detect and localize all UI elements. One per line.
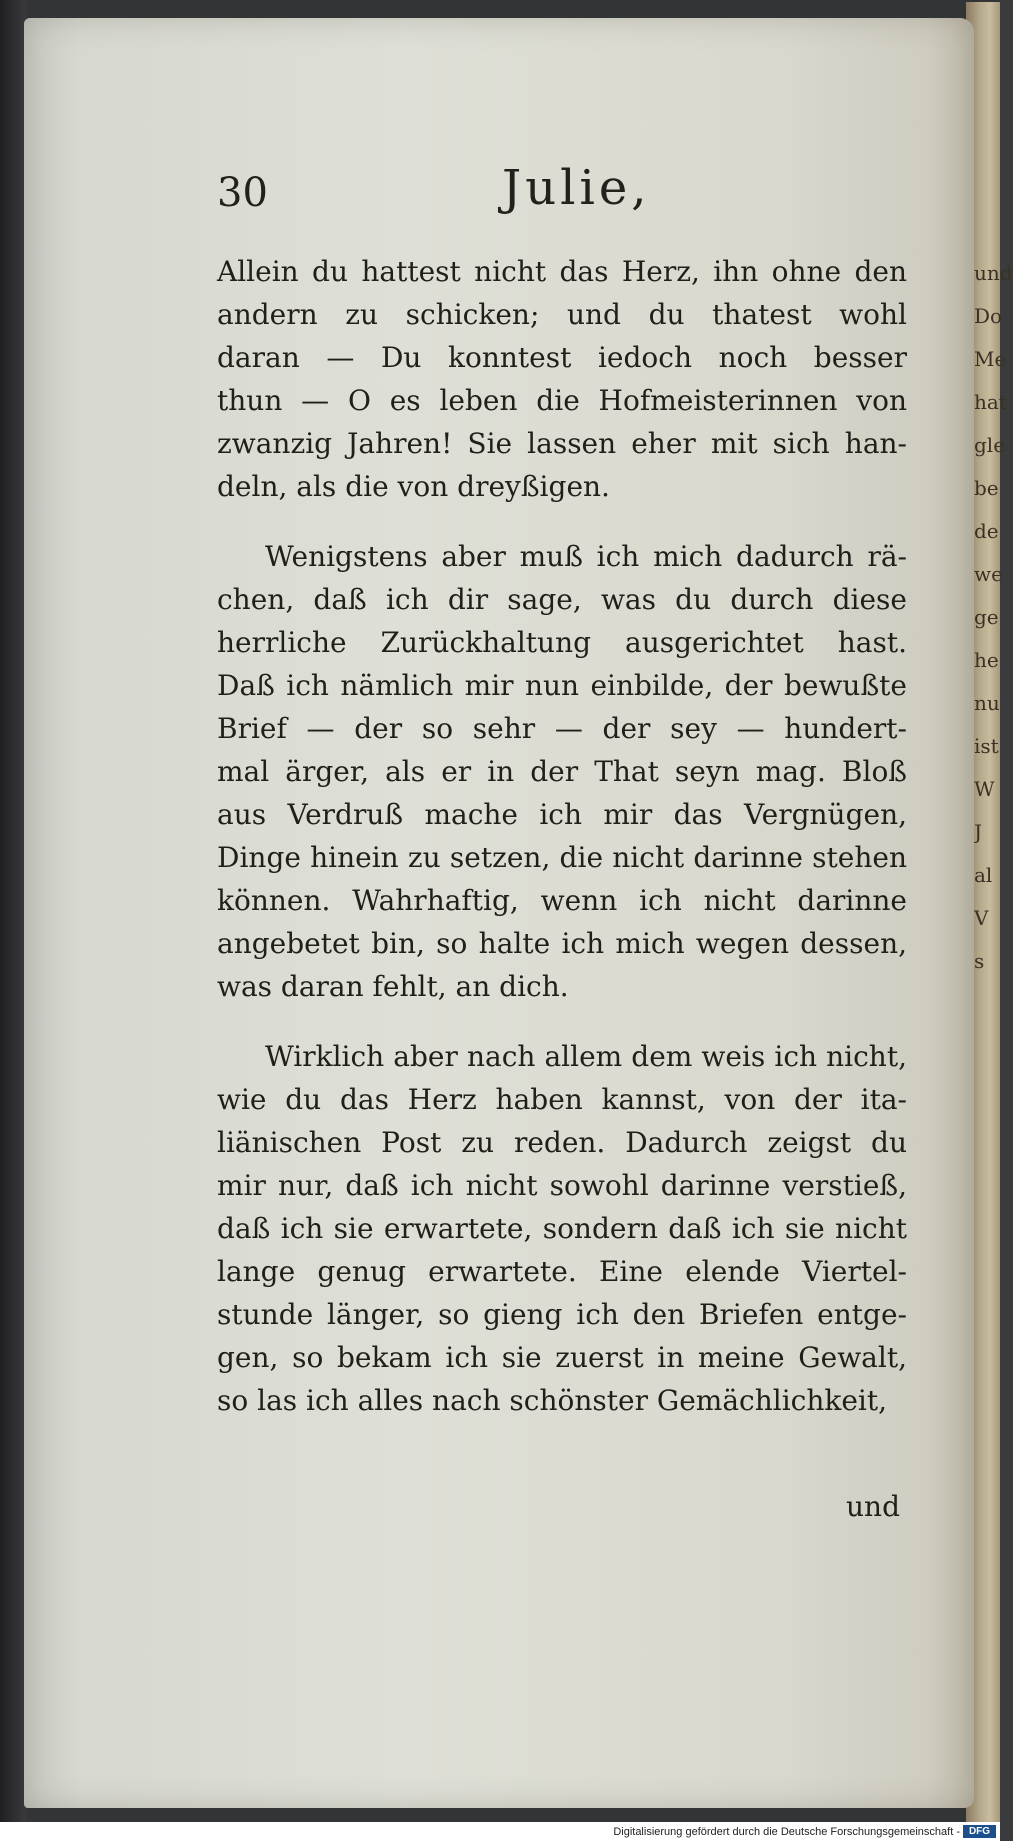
text-line: Dinge hinein zu setzen, die nicht darinne stehen <box>217 841 907 874</box>
next-page-fragment: und <box>974 261 1013 285</box>
page-number: 30 <box>217 170 268 216</box>
text-line: können. Wahrhaftig, wenn ich nicht darinne <box>217 884 907 917</box>
dfg-logo: DFG <box>963 1825 996 1838</box>
running-title: Julie, <box>502 160 651 216</box>
paragraph <box>217 535 907 1008</box>
catchword: und <box>846 1490 900 1523</box>
text-line: Allein du hattest nicht das Herz, ihn ohne den <box>217 255 907 288</box>
text-line: Wirklich aber nach allem dem weis ich nicht, <box>265 1040 907 1073</box>
next-page-fragment: V <box>974 906 989 930</box>
next-page-fragment: J <box>974 820 983 844</box>
text-line: angebetet bin, so halte ich mich wegen dessen, <box>217 927 907 960</box>
text-line: herrliche Zurückhaltung ausgerichtet hast. <box>217 626 907 659</box>
text-line: aus Verdruß mache ich mir das Vergnügen, <box>217 798 907 831</box>
text-line: deln, als die von dreyßigen. <box>217 470 610 503</box>
text-line: so las ich alles nach schönster Gemächlichkeit, <box>217 1384 888 1417</box>
next-page-fragment: nu <box>974 691 1000 715</box>
page-header <box>217 160 777 220</box>
next-page-fragment: hat <box>974 390 1007 414</box>
text-line: zwanzig Jahren! Sie lassen eher mit sich han- <box>217 427 907 460</box>
footer-credit: Digitalisierung gefördert durch die Deutsche Forschungsgemeinschaft - <box>613 1826 960 1838</box>
next-page-fragment: al <box>974 863 993 887</box>
text-line: lange genug erwartete. Eine elende Viertel- <box>217 1255 907 1288</box>
book-binding <box>0 0 26 1841</box>
text-line: wie du das Herz haben kannst, von der ita- <box>217 1083 907 1116</box>
text-line: Daß ich nämlich mir nun einbilde, der bewußte <box>217 669 907 702</box>
paragraph <box>217 1035 907 1422</box>
next-page-fragment: Me <box>974 347 1007 371</box>
text-line: mal ärger, als er in der That seyn mag. Bloß <box>217 755 907 788</box>
next-page-text-fragments <box>974 252 1013 983</box>
next-page-fragment: ist <box>974 734 999 758</box>
next-page-fragment: Do <box>974 304 1003 328</box>
text-line: stunde länger, so gieng ich den Briefen entge- <box>217 1298 907 1331</box>
text-line: Brief — der so sehr — der sey — hundert- <box>217 712 907 745</box>
next-page-fragment: be <box>974 476 999 500</box>
text-line: daran — Du konntest iedoch noch besser <box>217 341 907 374</box>
next-page-fragment: gle <box>974 433 1006 457</box>
next-page-fragment: de <box>974 519 999 543</box>
text-line: was daran fehlt, an dich. <box>217 970 569 1003</box>
next-page-fragment: he <box>974 648 999 672</box>
text-line: Wenigstens aber muß ich mich dadurch rä- <box>265 540 907 573</box>
next-page-fragment: s <box>974 949 985 973</box>
text-line: mir nur, daß ich nicht sowohl darinne verstieß, <box>217 1169 907 1202</box>
text-line: andern zu schicken; und du thatest wohl <box>217 298 907 331</box>
text-line: thun — O es leben die Hofmeisterinnen von <box>217 384 907 417</box>
text-line: chen, daß ich dir sage, was du durch diese <box>217 583 907 616</box>
next-page-fragment: ge <box>974 605 999 629</box>
next-page-fragment: W <box>974 777 995 801</box>
body-text <box>217 250 907 1449</box>
text-line: liänischen Post zu reden. Dadurch zeigst du <box>217 1126 907 1159</box>
text-line: gen, so bekam ich sie zuerst in meine Gewalt, <box>217 1341 907 1374</box>
text-line: daß ich sie erwartete, sondern daß ich sie nicht <box>217 1212 907 1245</box>
paragraph <box>217 250 907 508</box>
next-page-fragment: we <box>974 562 1003 586</box>
